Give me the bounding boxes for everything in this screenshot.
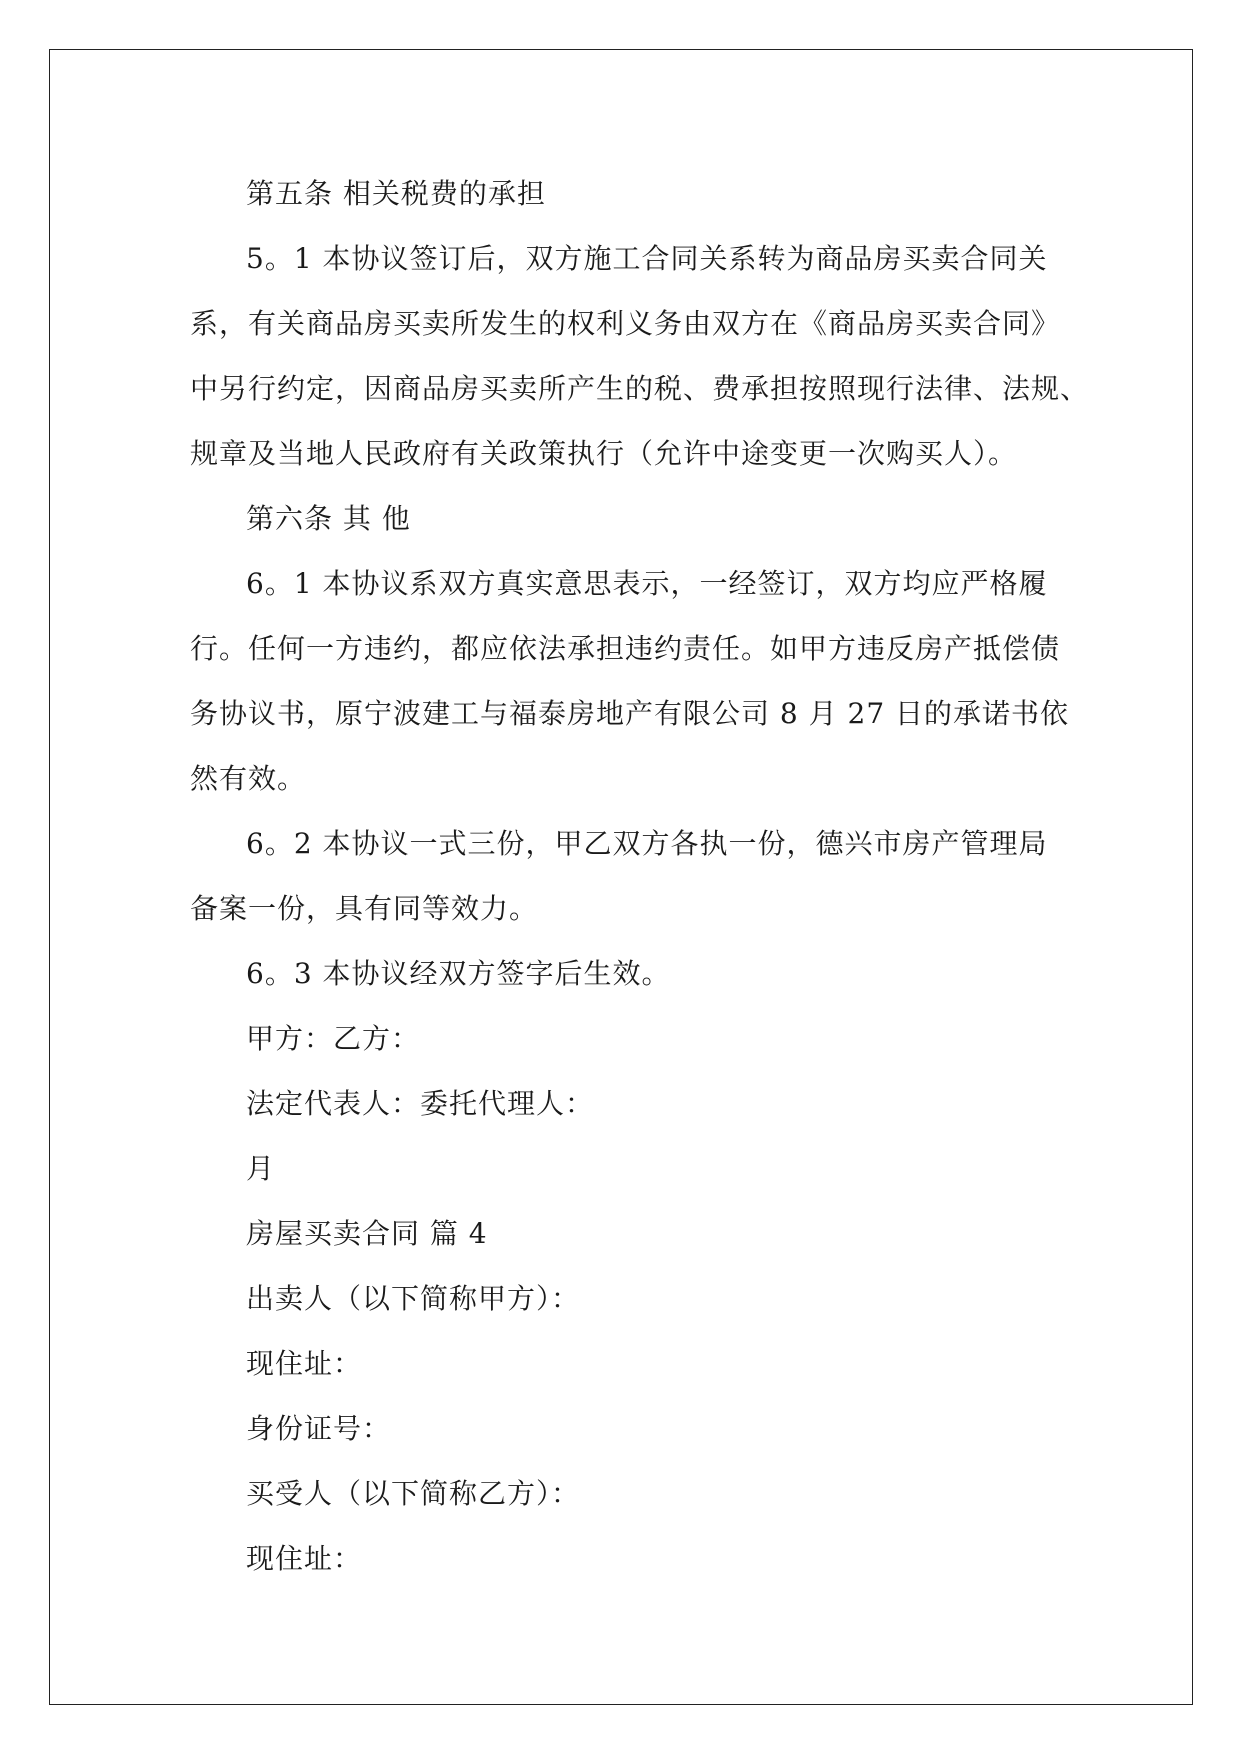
contract-title-part-4: 房屋买卖合同 篇 4 (246, 1217, 488, 1250)
buyer-label: 买受人（以下简称乙方）： (246, 1477, 581, 1510)
buyer-address-label: 现住址： (246, 1542, 363, 1575)
document-body (190, 161, 1090, 1591)
date-month: 月 (246, 1152, 276, 1185)
clause-6-1-line-4: 然有效。 (190, 762, 307, 795)
seller-id-label: 身份证号： (246, 1412, 392, 1445)
clause-5-1-line-3: 中另行约定，因商品房买卖所产生的税、费承担按照现行法律、法规、 (190, 372, 1090, 405)
clause-5-1-line-4: 规章及当地人民政府有关政策执行（允许中途变更一次购买人）。 (190, 437, 1018, 470)
article-6-heading: 第六条 其 他 (246, 502, 411, 535)
clause-6-2-line-2: 备案一份，具有同等效力。 (190, 892, 539, 925)
clause-6-3: 6。3 本协议经双方签字后生效。 (246, 957, 671, 990)
seller-address-label: 现住址： (246, 1347, 363, 1380)
clause-6-1-line-3: 务协议书，原宁波建工与福泰房地产有限公司 8 月 27 日的承诺书依 (190, 697, 1070, 730)
clause-6-1-line-2: 行。任何一方违约，都应依法承担违约责任。如甲方违反房产抵偿债 (190, 632, 1061, 665)
seller-label: 出卖人（以下简称甲方）： (246, 1282, 581, 1315)
legal-representative-signature: 法定代表人：委托代理人： (246, 1087, 595, 1120)
clause-5-1-line-1: 5。1 本协议签订后，双方施工合同关系转为商品房买卖合同关 (246, 242, 1048, 275)
clause-5-1-line-2: 系，有关商品房买卖所发生的权利义务由双方在《商品房买卖合同》 (190, 307, 1061, 340)
clause-6-1-line-1: 6。1 本协议系双方真实意思表示，一经签订，双方均应严格履 (246, 567, 1048, 600)
article-5-heading: 第五条 相关税费的承担 (246, 177, 546, 210)
party-a-b-signature: 甲方：乙方： (246, 1022, 421, 1055)
clause-6-2-line-1: 6。2 本协议一式三份，甲乙双方各执一份，德兴市房产管理局 (246, 827, 1048, 860)
